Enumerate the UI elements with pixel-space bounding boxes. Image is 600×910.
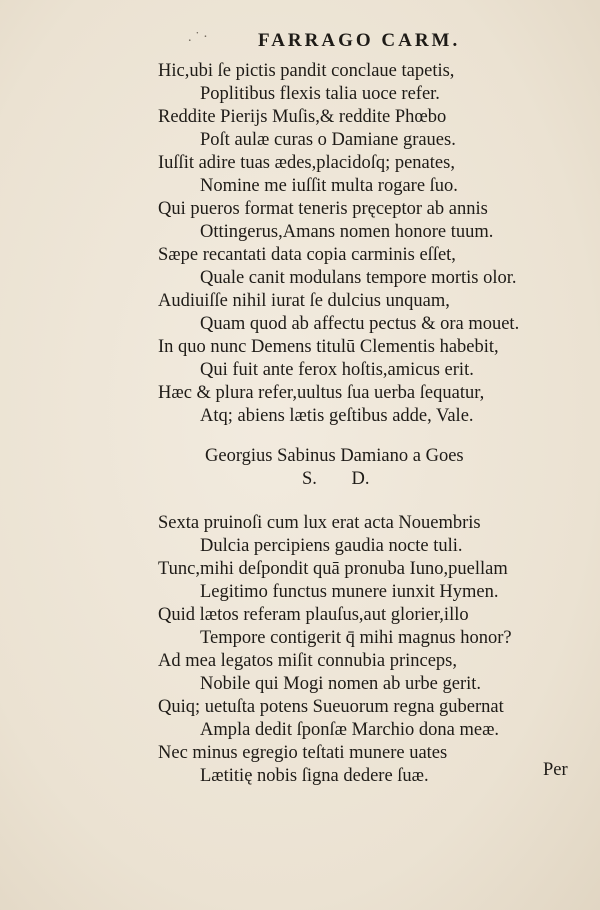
verse-line: Hic,ubi ſe pictis pandit conclaue tapetis, — [158, 61, 455, 81]
verse-line: Tempore contigerit q̄ mihi magnus honor? — [200, 628, 512, 648]
letter-salutation: S. D. — [302, 469, 370, 489]
catchword: Per — [543, 760, 568, 780]
verse-line: Nec minus egregio teſtati munere uates — [158, 743, 448, 763]
verse-line: Quiq; uetuſta potens Sueuorum regna gubernat — [158, 697, 504, 717]
verse-line: Dulcia percipiens gaudia nocte tuli. — [200, 536, 463, 556]
verse-line: Sæpe recantati data copia carminis eſſet, — [158, 245, 456, 265]
verse-line: In quo nunc Demens titulū Clementis habebit, — [158, 337, 499, 357]
verse-line: Nomine me iuſſit multa rogare ſuo. — [200, 176, 458, 196]
letter-heading: Georgius Sabinus Damiano a Goes — [205, 446, 464, 466]
verse-line: Ottingerus,Amans nomen honore tuum. — [200, 222, 494, 242]
verse-line: Legitimo functus munere iunxit Hymen. — [200, 582, 499, 602]
verse-line: Iuſſit adire tuas ædes,placidoſq; penates, — [158, 153, 455, 173]
verse-line: Poplitibus flexis talia uoce refer. — [200, 84, 440, 104]
verse-line: Qui fuit ante ferox hoſtis,amicus erit. — [200, 360, 474, 380]
running-header: FARRAGO CARM. — [258, 30, 461, 51]
verse-line: Poſt aulæ curas o Damiane graues. — [200, 130, 456, 150]
verse-line: Quale canit modulans tempore mortis olor. — [200, 268, 517, 288]
header-dots: . ˙ · — [188, 30, 208, 45]
verse-line: Qui pueros format teneris pręceptor ab annis — [158, 199, 488, 219]
verse-line: Ampla dedit ſponſæ Marchio dona meæ. — [200, 720, 500, 740]
verse-line: Atq; abiens lætis geſtibus adde, Vale. — [200, 406, 474, 426]
verse-line: Tunc,mihi deſpondit quā pronuba Iuno,puellam — [158, 559, 508, 579]
verse-line: Nobile qui Mogi nomen ab urbe gerit. — [200, 674, 482, 694]
verse-line: Hæc & plura refer,uultus ſua uerba ſequatur, — [158, 383, 485, 403]
verse-line: Quid lætos referam plauſus,aut glorier,illo — [158, 605, 469, 625]
verse-line: Audiuiſſe nihil iurat ſe dulcius unquam, — [158, 291, 450, 311]
verse-line: Sexta pruinoſi cum lux erat acta Nouembris — [158, 513, 481, 533]
verse-line: Lætitię nobis ſigna dedere ſuæ. — [200, 766, 429, 786]
verse-line: Quam quod ab affectu pectus & ora mouet. — [200, 314, 520, 334]
verse-line: Reddite Pierijs Muſis,& reddite Phœbo — [158, 107, 447, 127]
verse-line: Ad mea legatos miſit connubia princeps, — [158, 651, 458, 671]
